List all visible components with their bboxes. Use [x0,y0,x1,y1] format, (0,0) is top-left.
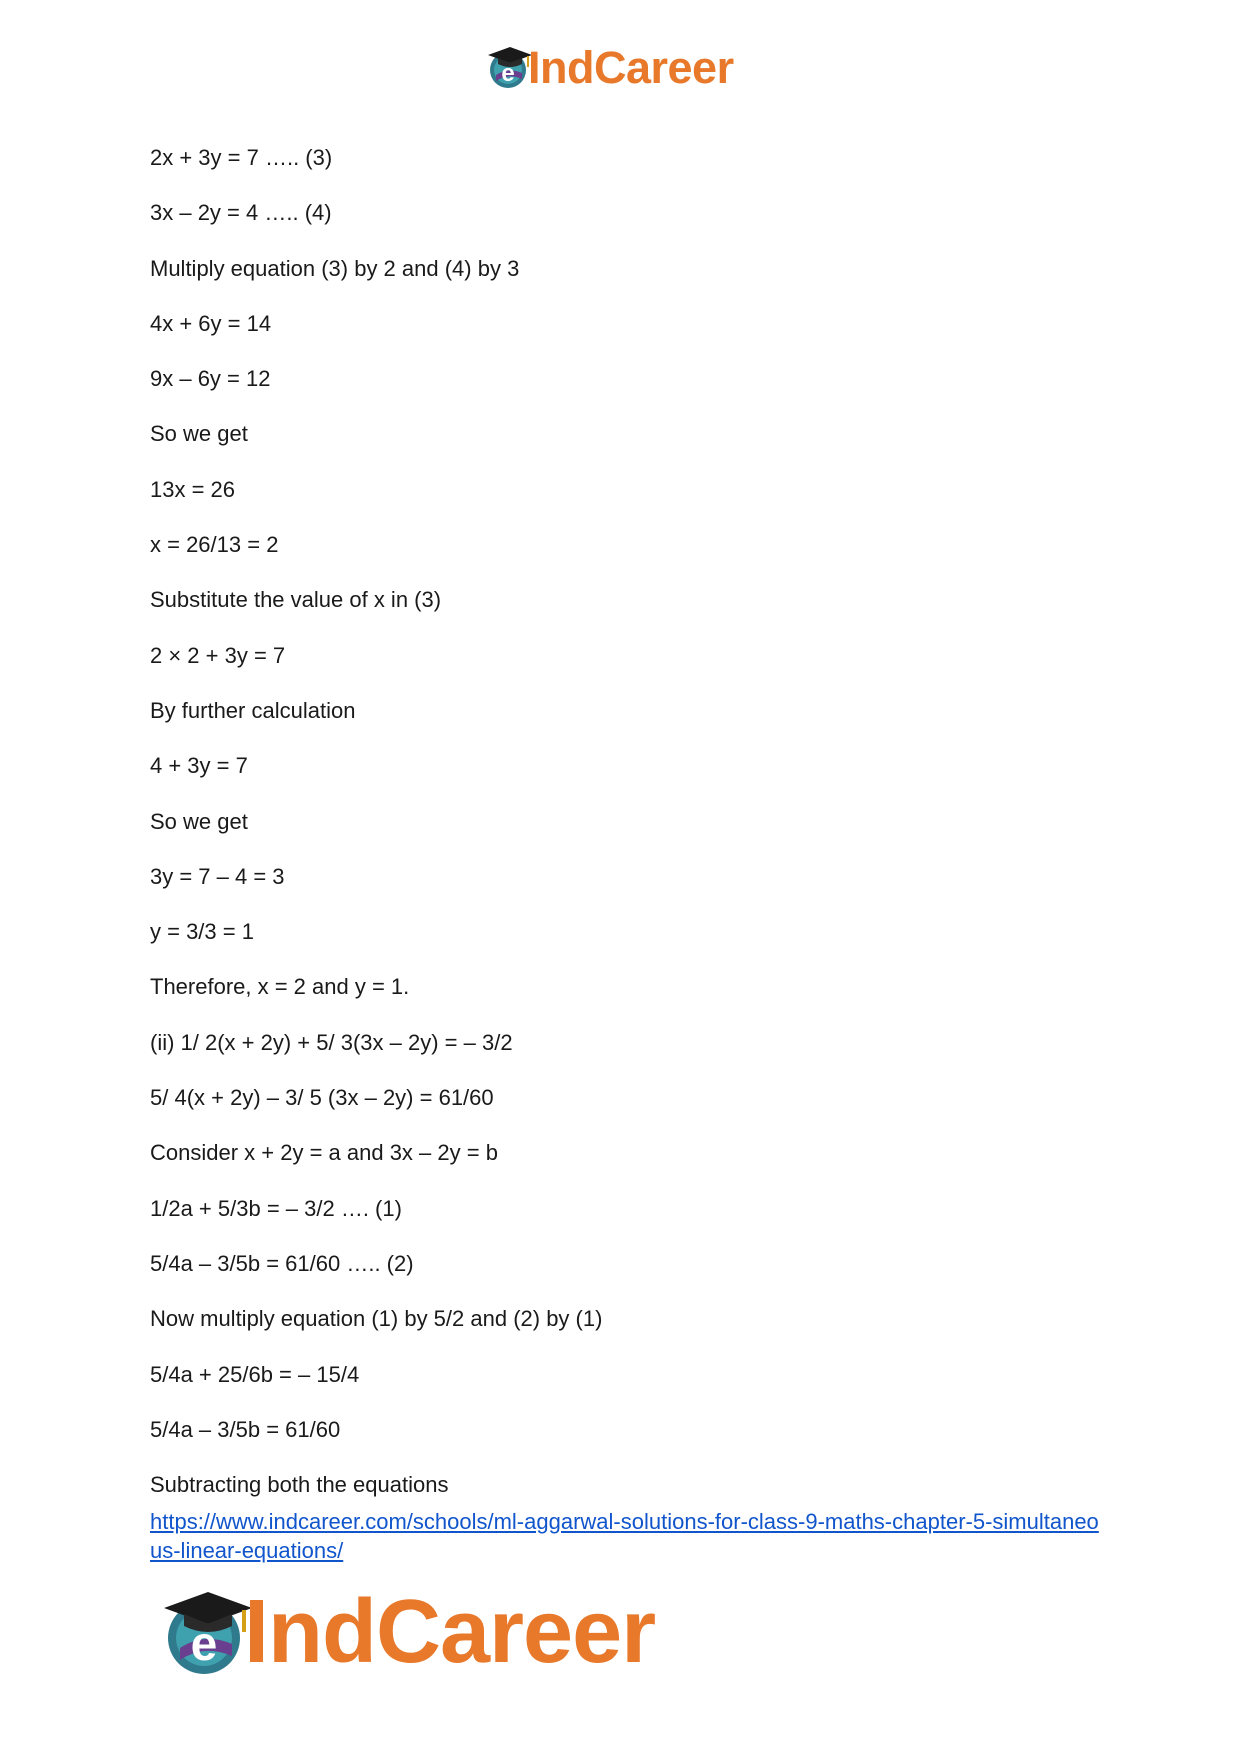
text-line: So we get [150,421,248,447]
equation-line: (ii) 1/ 2(x + 2y) + 5/ 3(3x – 2y) = – 3/2 [150,1029,513,1055]
equation-line: x = 26/13 = 2 [150,532,279,558]
header-logo [486,42,734,92]
text-line: Substitute the value of x in (3) [150,587,442,613]
equation-line: 4 + 3y = 7 [150,753,248,779]
logo-letter: e [190,1618,218,1671]
text-line: So we get [150,808,248,834]
solution-body [150,145,1110,1501]
equation-line: 5/4a + 25/6b = – 15/4 [150,1361,360,1387]
equation-line: 1/2a + 5/3b = – 3/2 …. (1) [150,1195,402,1221]
text-line: Now multiply equation (1) by 5/2 and (2) by (1) [150,1306,603,1332]
equation-line: y = 3/3 = 1 [150,919,254,945]
equation-line: 9x – 6y = 12 [150,366,271,392]
text-line: Subtracting both the equations [150,1472,449,1498]
logo-wordmark: IndCareer [528,41,734,93]
graduation-globe-icon [160,1584,256,1680]
equation-line: 5/4a – 3/5b = 61/60 ….. (2) [150,1250,414,1276]
text-line: By further calculation [150,697,356,723]
text-line: Multiply equation (3) by 2 and (4) by 3 [150,255,520,281]
footer-logo [160,1582,655,1682]
source-link[interactable]: https://www.indcareer.com/schools/ml-aggarwal-solutions-for-class-9-maths-chapter-5-simultaneous-linear-equations/ [150,1509,1099,1563]
text-line: Therefore, x = 2 and y = 1. [150,974,410,1000]
equation-line: 5/4a – 3/5b = 61/60 [150,1416,341,1442]
text-line: Consider x + 2y = a and 3x – 2y = b [150,1140,498,1166]
equation-line: 2x + 3y = 7 ….. (3) [150,145,333,170]
equation-line: 5/ 4(x + 2y) – 3/ 5 (3x – 2y) = 61/60 [150,1085,494,1111]
equation-line: 2 × 2 + 3y = 7 [150,642,286,668]
logo-wordmark: IndCareer [244,1582,656,1682]
graduation-globe-icon [486,43,534,91]
equation-line: 13x = 26 [150,476,236,502]
equation-line: 3x – 2y = 4 ….. (4) [150,200,332,226]
logo-letter: e [501,60,515,87]
equation-line: 4x + 6y = 14 [150,310,272,336]
equation-line: 3y = 7 – 4 = 3 [150,863,285,889]
